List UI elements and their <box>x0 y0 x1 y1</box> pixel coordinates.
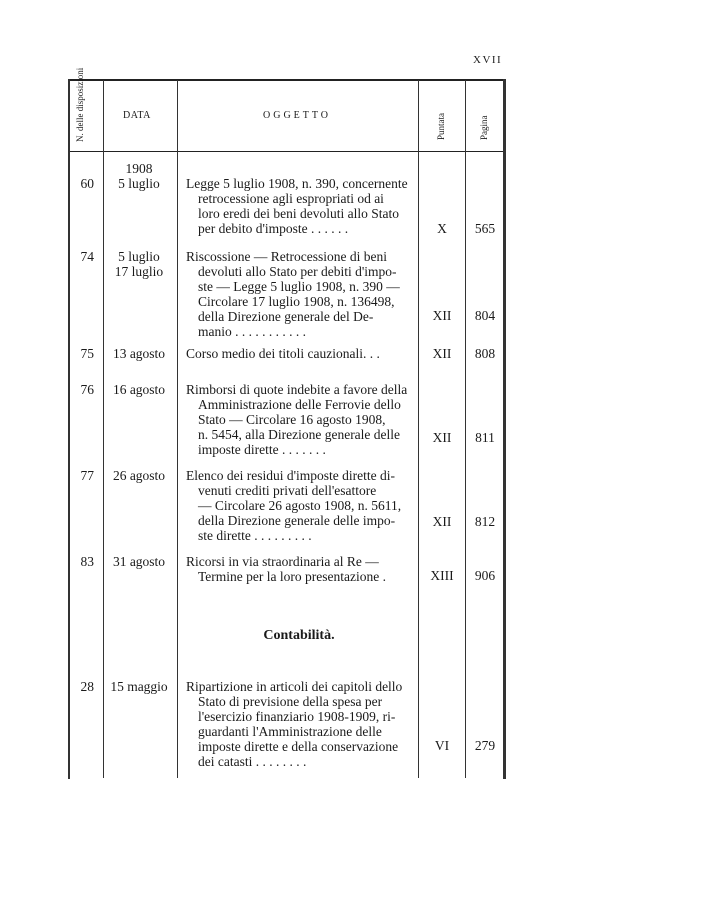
row-puntata: XII <box>432 514 452 529</box>
header-puntata: Puntata <box>436 113 446 140</box>
row-oggetto: Ricorsi in via straordinaria al Re — Termine per la loro presentazione . <box>186 554 386 584</box>
table-right-border <box>503 79 506 779</box>
row-pagina: 808 <box>474 346 496 361</box>
row-pagina: 565 <box>474 221 496 236</box>
row-number: 60 <box>80 176 94 191</box>
row-date: 13 agosto <box>112 346 166 361</box>
row-pagina: 811 <box>475 430 495 445</box>
page-number: XVII <box>473 54 503 66</box>
row-date: 16 agosto <box>112 382 166 397</box>
row-oggetto: Ripartizione in articoli dei capitoli dello Stato di previsione della spesa per l'esercizio finanziario 1908-1909, ri- guardanti l'Amministrazione delle imposte dirette e della conservazione dei catasti . . . . . . . . <box>186 679 403 769</box>
row-puntata: XII <box>432 308 452 323</box>
header-pagina: Pagina <box>479 115 489 140</box>
row-pagina: 804 <box>474 308 496 323</box>
row-date: 5 luglio <box>118 249 160 264</box>
row-date: 5 luglio <box>118 176 160 191</box>
row-date: 26 agosto <box>112 468 166 483</box>
row-pagina: 812 <box>474 514 496 529</box>
row-year: 1908 <box>125 161 153 176</box>
column-divider-oggetto <box>418 80 419 778</box>
table-top-rule <box>68 79 505 81</box>
row-oggetto: Elenco dei residui d'imposte dirette di- venuti crediti privati dell'esattore — Circolare 26 agosto 1908, n. 5611, della Direzione generale delle impo- ste dirette . . . . . . . . . <box>186 468 402 543</box>
row-date: 31 agosto <box>112 554 166 569</box>
row-pagina: 279 <box>474 738 496 753</box>
row-puntata: X <box>437 221 447 236</box>
row-puntata: XII <box>432 430 452 445</box>
row-number: 77 <box>80 468 94 483</box>
column-divider-puntata <box>465 80 466 778</box>
header-oggetto: OGGETTO <box>263 110 332 121</box>
row-pagina: 906 <box>474 568 496 583</box>
header-data: DATA <box>123 110 151 121</box>
row-number: 28 <box>80 679 94 694</box>
row-oggetto: Legge 5 luglio 1908, n. 390, concernente retrocessione agli espropriati od ai loro eredi dei beni devoluti allo Stato per debito d'imposte . . . . . . <box>186 176 408 236</box>
row-date-2: 17 luglio <box>114 264 164 279</box>
header-num: N. delle disposizioni <box>75 67 85 142</box>
section-title: Contabilità. <box>263 628 335 643</box>
row-puntata: XIII <box>430 568 454 583</box>
row-number: 75 <box>80 346 94 361</box>
row-number: 74 <box>80 249 94 264</box>
row-oggetto: Rimborsi di quote indebite a favore della Amministrazione delle Ferrovie dello Stato — Circolare 16 agosto 1908, n. 5454, alla Direzione generale delle imposte dirette . . . . . . . <box>186 382 408 457</box>
row-puntata: VI <box>434 738 450 753</box>
row-oggetto: Corso medio dei titoli cauzionali. . . <box>186 346 380 361</box>
row-number: 83 <box>80 554 94 569</box>
row-number: 76 <box>80 382 94 397</box>
row-oggetto: Riscossione — Retrocessione di beni devoluti allo Stato per debiti d'impo- ste — Legge 5 luglio 1908, n. 390 — Circolare 17 luglio 1908, n. 136498, della Direzione generale del De- manio . . . . . . . . . . . <box>186 249 400 339</box>
row-date: 15 maggio <box>110 679 168 694</box>
header-bottom-rule <box>68 151 505 152</box>
row-puntata: XII <box>432 346 452 361</box>
